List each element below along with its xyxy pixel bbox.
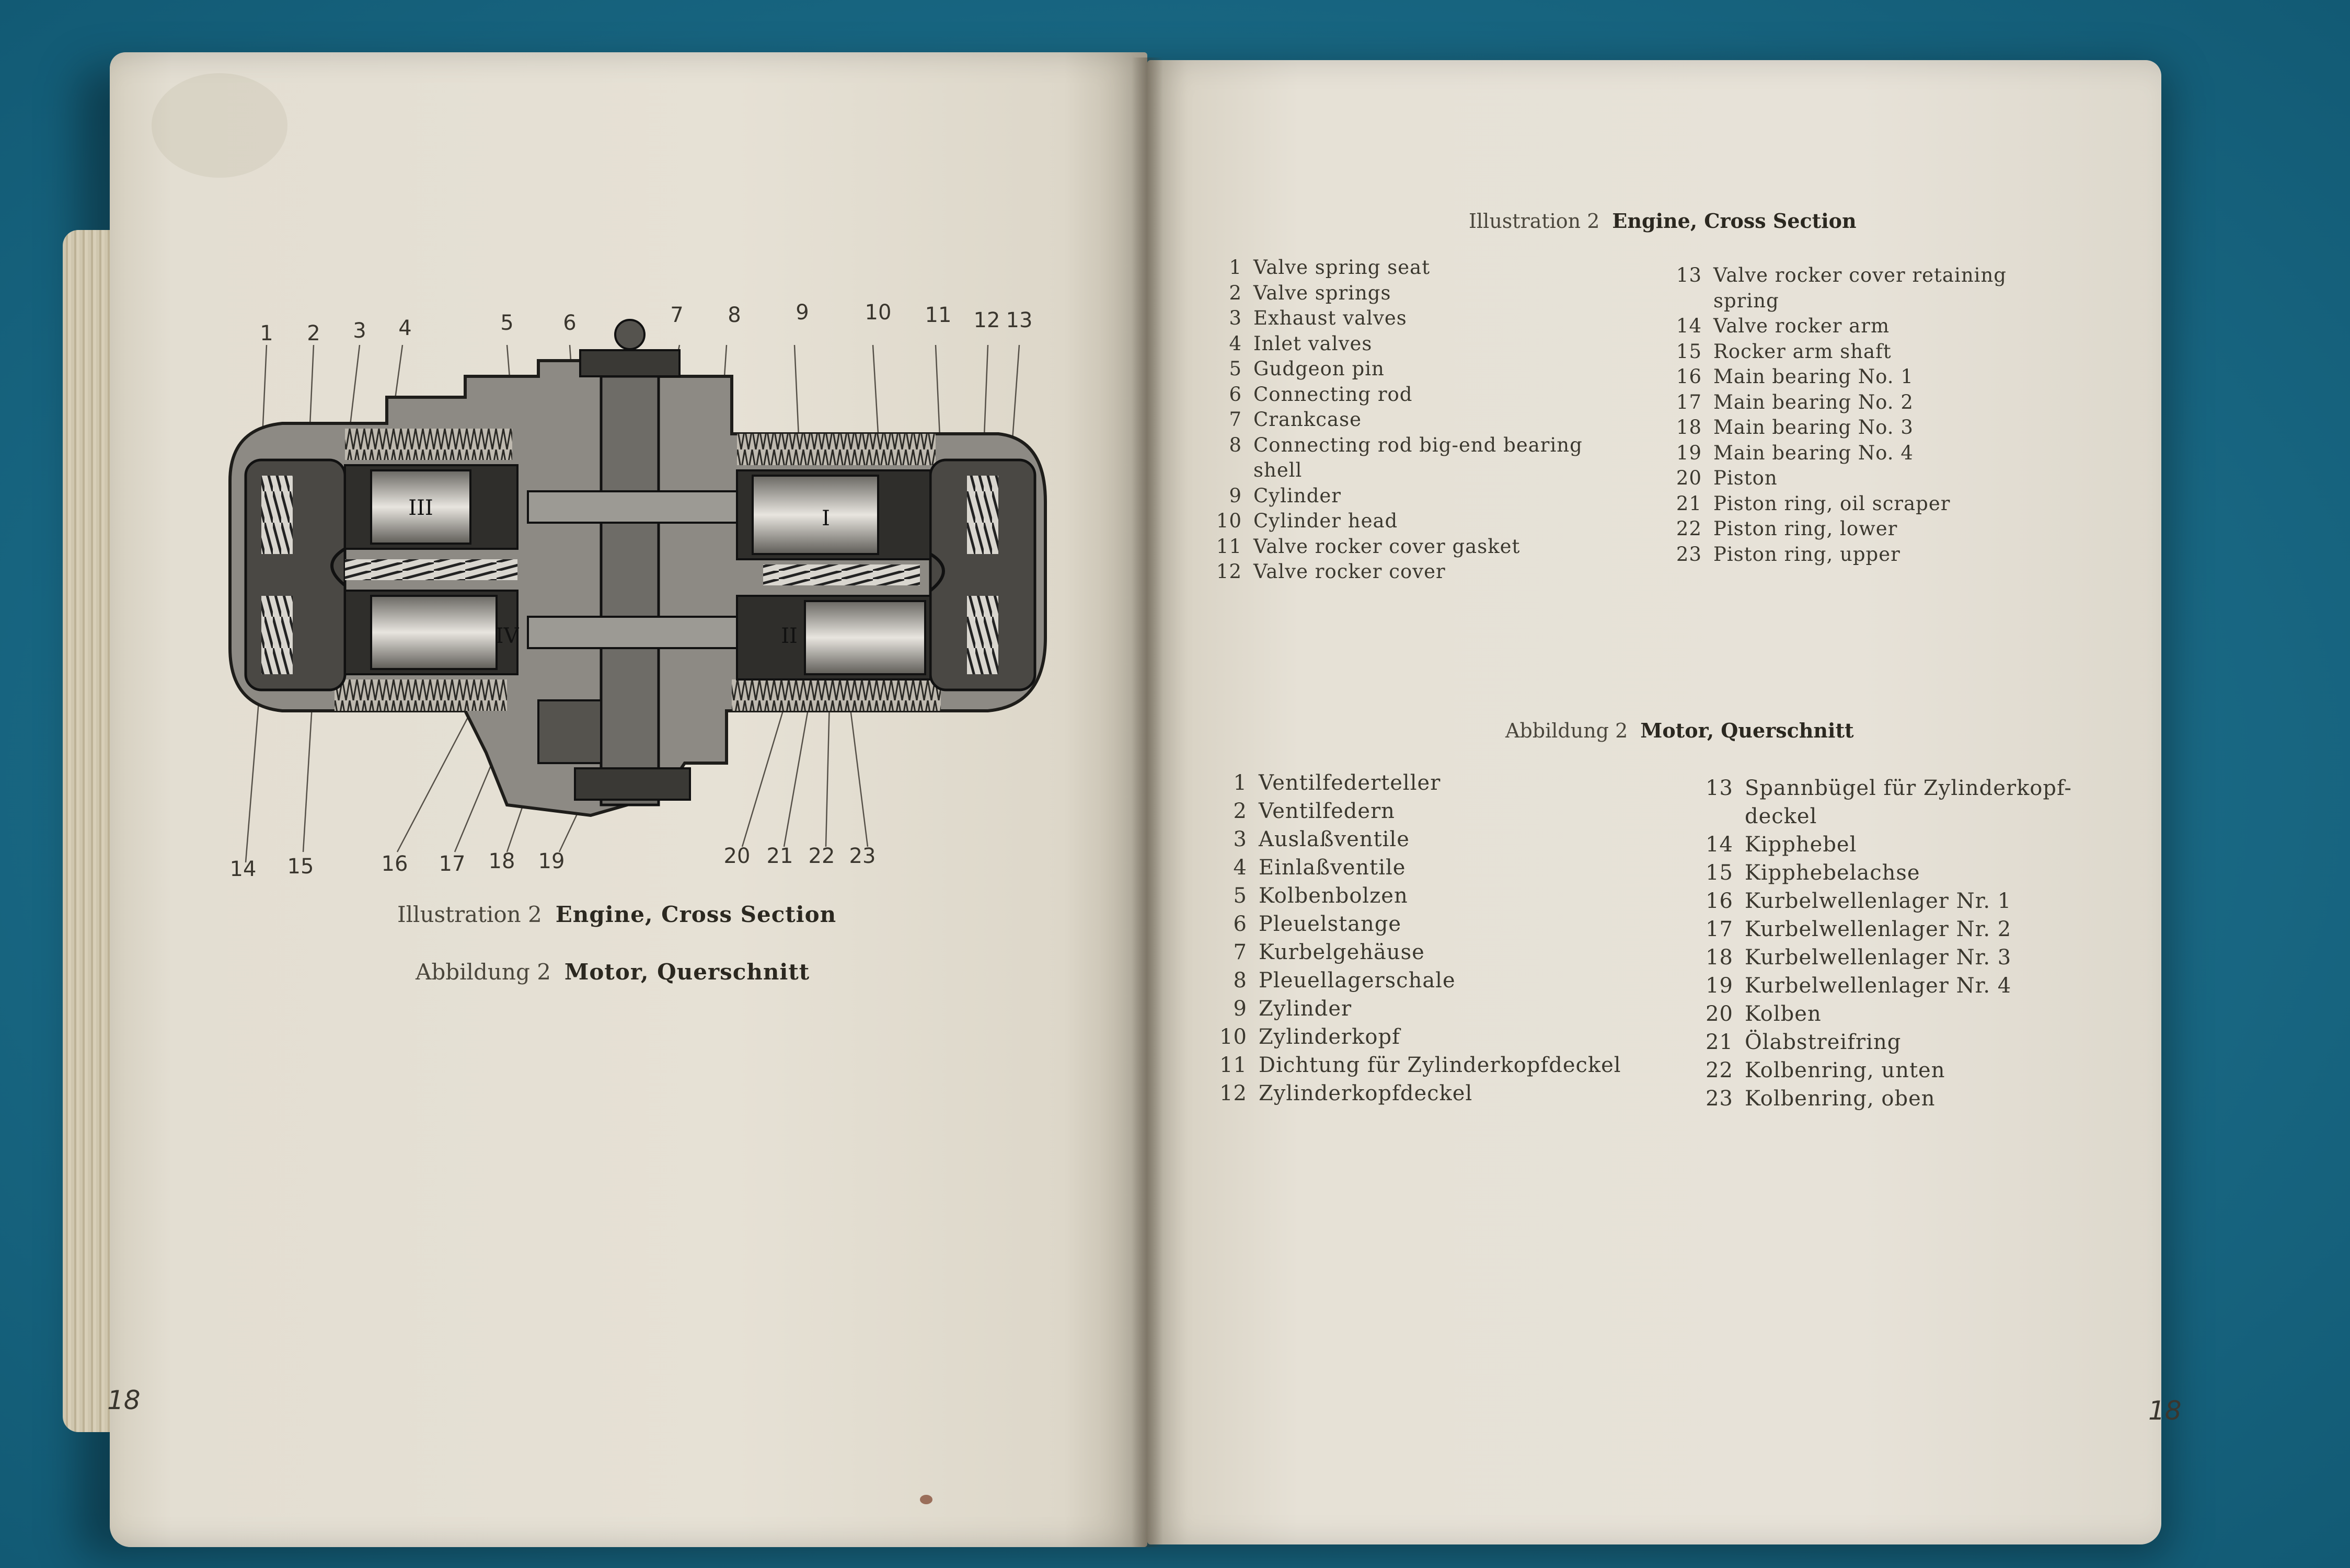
part-item xyxy=(1213,510,1398,532)
part-number: 18 xyxy=(1676,416,1702,439)
part-name: Valve rocker cover xyxy=(1253,560,1446,583)
part-number: 11 xyxy=(1216,535,1242,558)
part-number: 7 xyxy=(1229,408,1242,431)
part-name: Ventilfederteller xyxy=(1259,771,1441,795)
callout-13: 13 xyxy=(1006,308,1033,332)
part-item xyxy=(1213,332,1372,355)
part-item xyxy=(1704,861,1920,885)
callout-1: 1 xyxy=(260,321,273,345)
part-item xyxy=(1673,391,1914,413)
caption-en xyxy=(397,902,836,927)
part-name: Valve springs xyxy=(1253,281,1391,304)
cylinder-label-ii: II xyxy=(781,624,798,648)
part-number: 4 xyxy=(1229,332,1242,355)
part-number: 20 xyxy=(1706,1002,1733,1026)
part-name: Kipphebelachse xyxy=(1745,861,1920,885)
heading-en xyxy=(1469,209,1857,233)
callout-21: 21 xyxy=(766,844,793,868)
part-number: 8 xyxy=(1229,433,1242,456)
part-name: Pleuellagerschale xyxy=(1259,969,1456,993)
part-item xyxy=(1673,365,1914,388)
callout-22: 22 xyxy=(808,844,835,868)
part-name: Gudgeon pin xyxy=(1253,358,1385,380)
part-name: Main bearing No. 2 xyxy=(1713,390,1914,413)
part-number: 14 xyxy=(1706,833,1733,857)
part-number: 10 xyxy=(1216,510,1242,532)
caption-en-title: Engine, Cross Section xyxy=(555,902,837,927)
part-name: Kolbenring, unten xyxy=(1745,1058,1945,1082)
caption-de-title: Motor, Querschnitt xyxy=(564,959,810,985)
part-name: Connecting rod xyxy=(1253,383,1413,406)
part-number: 22 xyxy=(1706,1058,1733,1082)
part-name-continuation: spring xyxy=(1713,289,1779,312)
part-number: 16 xyxy=(1706,889,1733,913)
callout-18: 18 xyxy=(488,849,515,873)
part-number: 21 xyxy=(1706,1030,1733,1054)
part-item xyxy=(1213,535,1520,558)
part-number: 20 xyxy=(1676,467,1702,489)
part-number: 15 xyxy=(1676,340,1702,363)
part-name: Valve rocker arm xyxy=(1713,315,1890,337)
part-number: 11 xyxy=(1219,1053,1247,1077)
part-number: 18 xyxy=(1706,946,1733,970)
part-item xyxy=(1704,917,2011,941)
part-number: 1 xyxy=(1233,771,1247,795)
part-name: Piston xyxy=(1713,467,1778,489)
part-name: Zylinderkopf xyxy=(1259,1025,1400,1049)
engine-cross-section-svg xyxy=(214,303,1061,894)
cylinder-label-i: I xyxy=(822,506,830,531)
part-name: Kurbelwellenlager Nr. 3 xyxy=(1745,946,2012,970)
caption-de-prefix: Abbildung 2 xyxy=(416,959,551,985)
cylinder-label-iv: IV xyxy=(495,624,519,648)
part-item xyxy=(1218,1053,1621,1077)
part-item xyxy=(1218,1081,1472,1105)
part-item xyxy=(1218,827,1410,851)
part-name: Kipphebel xyxy=(1745,833,1857,857)
part-item xyxy=(1704,946,2011,970)
callout-9: 9 xyxy=(796,301,809,325)
part-item xyxy=(1704,1087,1936,1111)
part-item xyxy=(1218,771,1441,795)
part-item xyxy=(1218,799,1395,823)
part-name: Crankcase xyxy=(1253,408,1362,431)
part-number: 14 xyxy=(1676,315,1702,337)
part-item xyxy=(1213,307,1407,329)
part-name: Cylinder xyxy=(1253,484,1341,507)
part-number: 4 xyxy=(1233,856,1247,880)
part-name: Kolbenbolzen xyxy=(1259,884,1408,908)
part-item xyxy=(1218,912,1401,936)
part-name: Piston ring, oil scraper xyxy=(1713,492,1951,515)
callout-8: 8 xyxy=(728,303,741,327)
part-item xyxy=(1673,315,1890,337)
part-item xyxy=(1213,383,1413,406)
part-number: 3 xyxy=(1233,827,1247,851)
part-name: Piston ring, upper xyxy=(1713,543,1900,566)
part-name: Exhaust valves xyxy=(1253,307,1407,329)
heading-en-prefix: Illustration 2 xyxy=(1469,210,1600,233)
part-item xyxy=(1704,833,1857,857)
part-name: Connecting rod big-end bearing xyxy=(1253,433,1583,456)
part-name: Valve spring seat xyxy=(1253,256,1431,279)
part-name: Kurbelgehäuse xyxy=(1259,940,1425,964)
part-item xyxy=(1218,884,1408,908)
part-name: Ventilfedern xyxy=(1259,799,1395,823)
part-number: 5 xyxy=(1233,884,1247,908)
part-number: 12 xyxy=(1219,1081,1247,1105)
callout-5: 5 xyxy=(500,311,514,335)
part-item xyxy=(1218,856,1406,880)
part-name: Kolbenring, oben xyxy=(1745,1087,1936,1111)
part-name: Main bearing No. 4 xyxy=(1713,441,1914,464)
part-item xyxy=(1673,517,1897,540)
page-stain xyxy=(152,73,287,178)
part-number: 9 xyxy=(1229,484,1242,507)
page-number-left: 18 xyxy=(107,1385,141,1415)
part-number: 9 xyxy=(1233,997,1247,1021)
part-item xyxy=(1704,889,2011,913)
part-item xyxy=(1213,485,1341,507)
part-number: 2 xyxy=(1229,281,1242,304)
part-item xyxy=(1673,492,1950,515)
part-item xyxy=(1673,416,1914,439)
engine-cross-section-diagram xyxy=(214,303,1061,894)
part-item xyxy=(1213,358,1385,380)
callout-15: 15 xyxy=(287,855,314,879)
callout-19: 19 xyxy=(538,849,565,873)
callout-17: 17 xyxy=(439,852,466,876)
part-number: 16 xyxy=(1676,365,1702,388)
callout-4: 4 xyxy=(398,316,412,340)
part-item xyxy=(1704,974,2011,998)
callout-23: 23 xyxy=(849,844,876,868)
part-item xyxy=(1673,543,1900,566)
part-name: Piston ring, lower xyxy=(1713,517,1898,540)
part-number: 5 xyxy=(1229,358,1242,380)
part-item xyxy=(1218,1025,1400,1049)
page-number-right: 18 xyxy=(2148,1396,2182,1426)
part-item xyxy=(1673,264,2007,286)
heading-en-title: Engine, Cross Section xyxy=(1612,209,1857,233)
part-item xyxy=(1673,442,1914,464)
part-name-continuation: deckel xyxy=(1745,804,1817,828)
part-name: Auslaßventile xyxy=(1259,827,1410,851)
part-name: Einlaßventile xyxy=(1259,856,1406,880)
part-number: 3 xyxy=(1229,307,1242,329)
caption-en-prefix: Illustration 2 xyxy=(397,902,542,927)
part-number: 23 xyxy=(1676,543,1702,566)
part-number: 8 xyxy=(1233,969,1247,993)
part-item xyxy=(1213,408,1362,431)
part-item xyxy=(1673,467,1778,489)
part-name: Valve rocker cover retaining xyxy=(1713,264,2007,286)
part-number: 15 xyxy=(1706,861,1733,885)
page-spot xyxy=(920,1495,932,1504)
part-number: 13 xyxy=(1676,264,1702,286)
part-name: Inlet valves xyxy=(1253,332,1373,355)
part-name: Main bearing No. 3 xyxy=(1713,416,1914,439)
part-number: 7 xyxy=(1233,940,1247,964)
part-number: 13 xyxy=(1706,776,1733,800)
callout-6: 6 xyxy=(563,311,577,335)
cylinder-label-iii: III xyxy=(408,496,433,520)
callout-10: 10 xyxy=(865,301,892,325)
part-number: 23 xyxy=(1706,1087,1733,1111)
part-number: 6 xyxy=(1233,912,1247,936)
part-name: Valve rocker cover gasket xyxy=(1253,535,1520,558)
callout-12: 12 xyxy=(973,308,1000,332)
part-item xyxy=(1704,1058,1945,1082)
part-item xyxy=(1213,434,1583,456)
part-name: Dichtung für Zylinderkopfdeckel xyxy=(1259,1053,1621,1077)
part-item xyxy=(1213,560,1446,583)
part-item xyxy=(1213,256,1430,279)
heading-de-title: Motor, Querschnitt xyxy=(1640,719,1854,742)
caption-de xyxy=(416,959,810,985)
callout-14: 14 xyxy=(229,857,257,881)
part-item xyxy=(1218,940,1425,964)
part-number: 12 xyxy=(1216,560,1242,583)
part-name: Zylinderkopfdeckel xyxy=(1259,1081,1473,1105)
part-name: Main bearing No. 1 xyxy=(1713,365,1914,388)
part-name: Kolben xyxy=(1745,1002,1822,1026)
part-name: Pleuelstange xyxy=(1259,912,1402,936)
callout-20: 20 xyxy=(723,844,751,868)
part-name: Cylinder head xyxy=(1253,510,1398,532)
callout-11: 11 xyxy=(925,303,952,327)
part-number: 17 xyxy=(1676,390,1702,413)
part-number: 10 xyxy=(1219,1025,1247,1049)
part-number: 6 xyxy=(1229,383,1242,406)
heading-de xyxy=(1505,719,1854,742)
part-name-continuation: shell xyxy=(1253,459,1303,481)
part-item xyxy=(1213,282,1391,304)
part-number: 2 xyxy=(1233,799,1247,823)
book-gutter xyxy=(1132,57,1163,1547)
callout-3: 3 xyxy=(353,319,366,343)
part-name: Rocker arm shaft xyxy=(1713,340,1892,363)
part-number: 1 xyxy=(1229,256,1242,279)
part-name: Zylinder xyxy=(1259,997,1352,1021)
heading-de-prefix: Abbildung 2 xyxy=(1505,719,1628,742)
part-item xyxy=(1218,969,1456,993)
part-item xyxy=(1704,776,2072,800)
part-number: 19 xyxy=(1706,974,1733,998)
part-item xyxy=(1704,1030,1901,1054)
callout-7: 7 xyxy=(670,303,684,327)
part-item xyxy=(1704,1002,1822,1026)
part-name: Ölabstreifring xyxy=(1745,1030,1902,1054)
part-number: 17 xyxy=(1706,917,1733,941)
part-item xyxy=(1673,340,1892,363)
part-name: Kurbelwellenlager Nr. 4 xyxy=(1745,974,2012,998)
callout-16: 16 xyxy=(381,852,408,876)
part-name: Kurbelwellenlager Nr. 2 xyxy=(1745,917,2012,941)
part-item xyxy=(1218,997,1352,1021)
part-name: Kurbelwellenlager Nr. 1 xyxy=(1745,889,2012,913)
part-name: Spannbügel für Zylinderkopf- xyxy=(1745,776,2072,800)
callout-2: 2 xyxy=(307,321,320,345)
part-number: 21 xyxy=(1676,492,1702,515)
part-number: 19 xyxy=(1676,441,1702,464)
part-number: 22 xyxy=(1676,517,1702,540)
